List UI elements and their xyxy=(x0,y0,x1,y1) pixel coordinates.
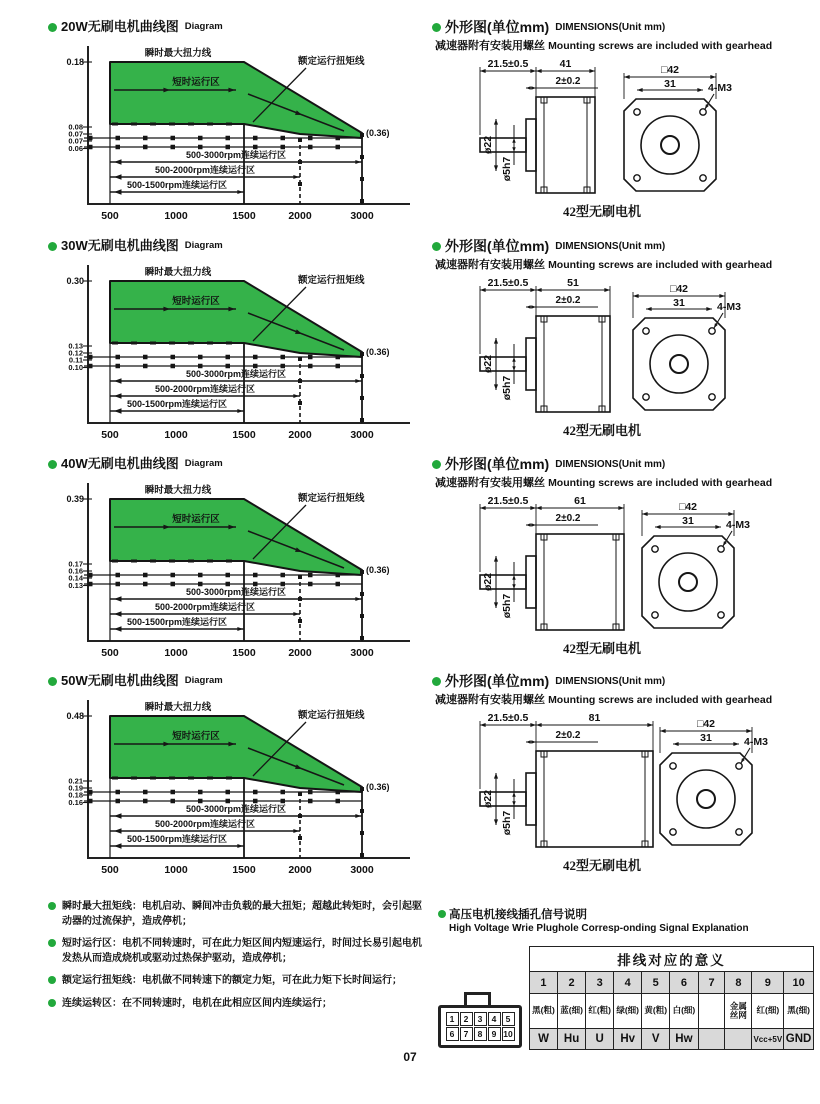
svg-text:0.16: 0.16 xyxy=(68,566,83,576)
pin-number-cell: 9 xyxy=(752,972,784,994)
torque-curve-chart-20w xyxy=(48,36,422,230)
dim-section-30w xyxy=(432,239,814,457)
svg-text:0.11: 0.11 xyxy=(68,355,83,365)
bullet-icon xyxy=(432,677,441,686)
svg-text:500-1500rpm连续运行区: 500-1500rpm连续运行区 xyxy=(126,399,228,410)
signal-name-cell xyxy=(698,1029,725,1050)
pin-number-cell: 1 xyxy=(530,972,558,994)
svg-text:500: 500 xyxy=(101,864,119,877)
svg-text:500-3000rpm连续运行区: 500-3000rpm连续运行区 xyxy=(185,804,287,815)
svg-text:1000: 1000 xyxy=(164,429,188,442)
svg-text:额定运行扭矩线: 额定运行扭矩线 xyxy=(298,275,365,287)
svg-text:(0.36): (0.36) xyxy=(366,565,390,576)
dim-subtitle-en: Mounting screws are included with gearhead xyxy=(548,259,773,272)
signal-section xyxy=(438,892,814,1050)
dimension-drawing-50w xyxy=(432,711,812,861)
svg-text:ø5h7: ø5h7 xyxy=(501,811,513,836)
pin-number-cell: 3 xyxy=(586,972,614,994)
svg-text:瞬时最大扭力线: 瞬时最大扭力线 xyxy=(144,485,212,497)
svg-text:ø5h7: ø5h7 xyxy=(501,594,513,619)
bullet-icon xyxy=(432,242,441,251)
note-item xyxy=(48,974,426,989)
dim-title-en: DIMENSIONS(Unit mm) xyxy=(555,676,666,688)
dim-subtitle-cn: 减速器附有安装用螺丝 xyxy=(435,694,545,707)
dim-subtitle-en: Mounting screws are included with gearhead xyxy=(548,694,773,707)
bullet-icon xyxy=(48,242,57,251)
svg-text:500-1500rpm连续运行区: 500-1500rpm连续运行区 xyxy=(126,617,228,628)
signal-table xyxy=(529,946,814,1050)
dim-section-40w xyxy=(432,457,814,674)
svg-text:51: 51 xyxy=(567,277,579,290)
svg-text:ø22: ø22 xyxy=(482,573,494,592)
svg-text:3000: 3000 xyxy=(350,429,374,442)
dim-caption: 42型无刷电机 xyxy=(562,423,641,439)
dim-subtitle xyxy=(435,37,814,53)
signal-name-cell: U xyxy=(586,1029,614,1050)
svg-text:2000: 2000 xyxy=(288,429,312,442)
svg-text:21.5±0.5: 21.5±0.5 xyxy=(487,712,529,725)
svg-text:0.39: 0.39 xyxy=(66,494,84,505)
svg-text:1000: 1000 xyxy=(164,647,188,660)
signal-name-cell: Vcc+5V xyxy=(752,1029,784,1050)
svg-text:(0.36): (0.36) xyxy=(366,128,390,139)
chart-title-en: Diagram xyxy=(184,239,223,251)
page-number: 07 xyxy=(403,1050,417,1064)
dimension-drawing-30w xyxy=(432,276,812,426)
note-item xyxy=(48,997,426,1012)
chart-title-text: 30W无刷电机曲线图 xyxy=(61,238,179,253)
svg-text:31: 31 xyxy=(700,732,712,745)
chart-title-text: 40W无刷电机曲线图 xyxy=(61,456,179,471)
svg-text:31: 31 xyxy=(673,297,685,310)
svg-text:1000: 1000 xyxy=(164,210,188,223)
bullet-icon xyxy=(432,460,441,469)
dim-title-en: DIMENSIONS(Unit mm) xyxy=(555,241,666,253)
signal-name-cell: W xyxy=(530,1029,558,1050)
signal-name-cell: Hw xyxy=(670,1029,698,1050)
svg-text:□42: □42 xyxy=(696,718,716,731)
svg-text:短时运行区: 短时运行区 xyxy=(172,514,220,526)
torque-curve-chart-40w xyxy=(48,473,422,667)
chart-title-40w xyxy=(48,457,430,471)
svg-text:0.08: 0.08 xyxy=(68,122,83,132)
svg-text:31: 31 xyxy=(664,78,676,91)
svg-text:(0.36): (0.36) xyxy=(366,782,390,793)
svg-text:500: 500 xyxy=(101,647,119,660)
dim-title-40w xyxy=(432,457,814,472)
dim-title-text: 外形图(单位mm) xyxy=(445,673,550,689)
svg-text:额定运行扭矩线: 额定运行扭矩线 xyxy=(298,710,365,722)
svg-text:ø5h7: ø5h7 xyxy=(501,376,513,401)
chart-title-30w xyxy=(48,239,430,253)
svg-text:500-1500rpm连续运行区: 500-1500rpm连续运行区 xyxy=(126,180,228,191)
svg-text:1000: 1000 xyxy=(164,864,188,877)
chart-title-text: 50W无刷电机曲线图 xyxy=(61,673,179,688)
svg-text:2000: 2000 xyxy=(288,210,312,223)
svg-text:0.19: 0.19 xyxy=(68,783,83,793)
pin-number-cell: 2 xyxy=(557,972,585,994)
svg-text:ø22: ø22 xyxy=(482,355,494,374)
connector-pin-row xyxy=(444,1027,516,1041)
connector-body xyxy=(438,1005,522,1048)
svg-text:1500: 1500 xyxy=(232,429,256,442)
svg-text:短时运行区: 短时运行区 xyxy=(172,296,220,308)
dim-title-en: DIMENSIONS(Unit mm) xyxy=(555,459,666,471)
svg-text:500-2000rpm连续运行区: 500-2000rpm连续运行区 xyxy=(154,602,256,613)
note-text: 瞬时最大扭矩线：电机启动、瞬间冲击负载的最大扭矩；超越此转矩时，会引起驱动器的过流保护，造成停机； xyxy=(62,901,422,927)
svg-text:1500: 1500 xyxy=(232,864,256,877)
svg-text:500-3000rpm连续运行区: 500-3000rpm连续运行区 xyxy=(185,150,287,161)
bullet-icon xyxy=(48,999,56,1007)
signal-name-cell: V xyxy=(642,1029,670,1050)
dim-subtitle-en: Mounting screws are included with gearhead xyxy=(548,477,773,490)
signal-body xyxy=(438,946,814,1050)
dim-title-en: DIMENSIONS(Unit mm) xyxy=(555,22,666,34)
svg-text:3000: 3000 xyxy=(350,210,374,223)
chart-section-30w xyxy=(48,239,430,457)
dim-caption: 42型无刷电机 xyxy=(562,204,641,220)
bullet-icon xyxy=(48,460,57,469)
connector-pin: 3 xyxy=(474,1012,487,1026)
note-text: 连续运转区：在不同转速时，电机在此相应区间内连续运行； xyxy=(62,997,332,1009)
chart-title-text: 20W无刷电机曲线图 xyxy=(61,19,179,34)
dimension-drawing-20w xyxy=(432,57,812,207)
connector-pin: 1 xyxy=(446,1012,459,1026)
wire-color-cell: 蓝(细) xyxy=(557,994,585,1029)
svg-text:21.5±0.5: 21.5±0.5 xyxy=(487,277,529,290)
svg-text:4-M3: 4-M3 xyxy=(717,301,741,314)
signal-name-cell: Hu xyxy=(557,1029,585,1050)
connector-pin: 10 xyxy=(503,1029,513,1039)
dim-subtitle-en: Mounting screws are included with gearhead xyxy=(548,40,773,53)
svg-text:额定运行扭矩线: 额定运行扭矩线 xyxy=(298,493,365,505)
svg-text:500-2000rpm连续运行区: 500-2000rpm连续运行区 xyxy=(154,165,256,176)
svg-text:瞬时最大扭力线: 瞬时最大扭力线 xyxy=(144,267,212,279)
dim-subtitle xyxy=(435,691,814,707)
svg-text:500-1500rpm连续运行区: 500-1500rpm连续运行区 xyxy=(126,834,228,845)
svg-text:2±0.2: 2±0.2 xyxy=(555,76,581,88)
svg-text:41: 41 xyxy=(559,58,572,71)
dim-subtitle xyxy=(435,256,814,272)
svg-text:500-3000rpm连续运行区: 500-3000rpm连续运行区 xyxy=(185,587,287,598)
svg-text:21.5±0.5: 21.5±0.5 xyxy=(487,495,529,508)
chart-title-en: Diagram xyxy=(184,457,223,469)
connector-pin: 9 xyxy=(488,1027,501,1041)
dim-title-text: 外形图(单位mm) xyxy=(445,456,550,472)
chart-title-en: Diagram xyxy=(184,674,223,686)
dim-title-20w xyxy=(432,20,814,35)
svg-text:4-M3: 4-M3 xyxy=(726,519,750,532)
signal-title-cn: 高压电机接线插孔信号说明 xyxy=(449,909,587,921)
chart-title-en: Diagram xyxy=(184,20,223,32)
wire-color-cell: 白(细) xyxy=(670,994,698,1029)
svg-text:500-2000rpm连续运行区: 500-2000rpm连续运行区 xyxy=(154,384,256,395)
chart-section-40w xyxy=(48,457,430,674)
signal-name-cell xyxy=(725,1029,752,1050)
svg-text:(0.36): (0.36) xyxy=(366,347,390,358)
pin-number-cell: 6 xyxy=(670,972,698,994)
dim-subtitle-cn: 减速器附有安装用螺丝 xyxy=(435,259,545,272)
svg-text:31: 31 xyxy=(682,515,694,528)
chart-section-50w xyxy=(48,674,430,892)
connector-pin: 7 xyxy=(460,1027,473,1041)
bullet-icon xyxy=(48,939,56,947)
bullet-icon xyxy=(438,910,446,918)
svg-text:0.12: 0.12 xyxy=(68,348,83,358)
connector-icon xyxy=(438,992,522,1048)
wire-color-cell: 金属丝网 xyxy=(725,994,752,1029)
svg-text:1500: 1500 xyxy=(232,647,256,660)
svg-text:□42: □42 xyxy=(678,501,698,514)
svg-text:0.10: 0.10 xyxy=(68,363,83,373)
wire-color-cell: 黄(粗) xyxy=(642,994,670,1029)
torque-curve-chart-50w xyxy=(48,690,422,884)
dim-title-30w xyxy=(432,239,814,254)
svg-text:0.07: 0.07 xyxy=(68,136,83,146)
signal-table-header: 排线对应的意义 xyxy=(530,947,814,972)
signal-name-cell: Hv xyxy=(614,1029,642,1050)
signal-title xyxy=(438,906,814,922)
svg-text:短时运行区: 短时运行区 xyxy=(172,731,220,743)
svg-text:0.07: 0.07 xyxy=(68,129,83,139)
svg-text:61: 61 xyxy=(574,495,586,508)
svg-text:0.17: 0.17 xyxy=(68,559,83,569)
dim-section-20w xyxy=(432,20,814,239)
svg-text:1500: 1500 xyxy=(232,210,256,223)
wire-color-cell: 绿(细) xyxy=(614,994,642,1029)
notes-section xyxy=(48,892,430,1050)
svg-text:0.30: 0.30 xyxy=(66,276,84,287)
connector-pin: 2 xyxy=(460,1012,473,1026)
dim-subtitle-cn: 减速器附有安装用螺丝 xyxy=(435,477,545,490)
wire-color-cell: 黑(粗) xyxy=(530,994,558,1029)
svg-text:4-M3: 4-M3 xyxy=(708,82,732,95)
connector-pin: 8 xyxy=(474,1027,487,1041)
connector-tab xyxy=(464,992,491,1005)
svg-text:□42: □42 xyxy=(669,283,689,296)
svg-text:500: 500 xyxy=(101,429,119,442)
signal-name-cell: GND xyxy=(784,1029,814,1050)
svg-text:500-2000rpm连续运行区: 500-2000rpm连续运行区 xyxy=(154,819,256,830)
svg-text:2±0.2: 2±0.2 xyxy=(555,730,581,742)
svg-text:瞬时最大扭力线: 瞬时最大扭力线 xyxy=(144,702,212,714)
note-text: 短时运行区：电机不同转速时，可在此力矩区间内短速运行，时间过长易引起电机发热从而造成烧机或驱动过热保护驱动，造成停机； xyxy=(62,938,422,964)
bullet-icon xyxy=(48,677,57,686)
torque-curve-chart-30w xyxy=(48,255,422,449)
note-text: 额定运行扭矩线：电机做不同转速下的额定力矩，可在此力矩下长时间运行； xyxy=(62,975,402,986)
svg-text:0.18: 0.18 xyxy=(66,57,84,68)
svg-text:0.13: 0.13 xyxy=(68,341,83,351)
chart-title-20w xyxy=(48,20,430,34)
pin-number-cell: 8 xyxy=(725,972,752,994)
pin-number-cell: 4 xyxy=(614,972,642,994)
svg-text:ø22: ø22 xyxy=(482,136,494,155)
dim-caption: 42型无刷电机 xyxy=(562,858,641,874)
dimension-drawing-40w xyxy=(432,494,812,644)
dim-title-text: 外形图(单位mm) xyxy=(445,19,550,35)
bullet-icon xyxy=(432,23,441,32)
svg-text:0.48: 0.48 xyxy=(66,711,84,722)
svg-text:0.13: 0.13 xyxy=(68,581,83,591)
bullet-icon xyxy=(48,902,56,910)
signal-title-en: High Voltage Wrie Plughole Corresp-onding Signal Explanation xyxy=(449,923,749,934)
svg-text:0.18: 0.18 xyxy=(68,790,83,800)
svg-text:0.14: 0.14 xyxy=(68,573,83,583)
svg-text:500-3000rpm连续运行区: 500-3000rpm连续运行区 xyxy=(185,369,287,380)
svg-text:□42: □42 xyxy=(660,64,680,77)
dim-caption: 42型无刷电机 xyxy=(562,641,641,657)
svg-text:2000: 2000 xyxy=(288,647,312,660)
wire-color-cell: 红(粗) xyxy=(586,994,614,1029)
note-item xyxy=(48,900,426,929)
chart-section-20w xyxy=(48,20,430,239)
svg-text:0.06: 0.06 xyxy=(68,144,83,154)
connector-pin: 5 xyxy=(502,1012,515,1026)
dim-title-text: 外形图(单位mm) xyxy=(445,238,550,254)
dim-title-50w xyxy=(432,674,814,689)
bullet-icon xyxy=(48,23,57,32)
svg-text:81: 81 xyxy=(588,712,601,725)
wire-color-cell: 红(细) xyxy=(752,994,784,1029)
svg-text:2±0.2: 2±0.2 xyxy=(555,295,581,307)
svg-text:0.16: 0.16 xyxy=(68,798,83,808)
dim-subtitle-cn: 减速器附有安装用螺丝 xyxy=(435,40,545,53)
svg-text:3000: 3000 xyxy=(350,647,374,660)
svg-text:瞬时最大扭力线: 瞬时最大扭力线 xyxy=(144,48,212,60)
svg-text:21.5±0.5: 21.5±0.5 xyxy=(487,58,529,71)
connector-pin: 6 xyxy=(446,1027,459,1041)
connector-pin-row xyxy=(444,1012,516,1026)
wire-color-cell xyxy=(698,994,725,1029)
svg-text:2000: 2000 xyxy=(288,864,312,877)
connector-pin: 4 xyxy=(488,1012,501,1026)
svg-text:ø5h7: ø5h7 xyxy=(501,157,513,182)
svg-text:2±0.2: 2±0.2 xyxy=(555,513,581,525)
svg-text:500: 500 xyxy=(101,210,119,223)
note-item xyxy=(48,937,426,966)
dim-section-50w xyxy=(432,674,814,892)
dim-subtitle xyxy=(435,474,814,490)
chart-title-50w xyxy=(48,674,430,688)
svg-text:4-M3: 4-M3 xyxy=(744,736,768,749)
svg-text:额定运行扭矩线: 额定运行扭矩线 xyxy=(298,56,365,68)
bullet-icon xyxy=(48,976,56,984)
svg-text:短时运行区: 短时运行区 xyxy=(172,77,220,89)
svg-text:3000: 3000 xyxy=(350,864,374,877)
svg-text:0.21: 0.21 xyxy=(68,776,83,786)
svg-text:ø22: ø22 xyxy=(482,790,494,809)
pin-number-cell: 5 xyxy=(642,972,670,994)
pin-number-cell: 7 xyxy=(698,972,725,994)
wire-color-cell: 黑(细) xyxy=(784,994,814,1029)
pin-number-cell: 10 xyxy=(784,972,814,994)
